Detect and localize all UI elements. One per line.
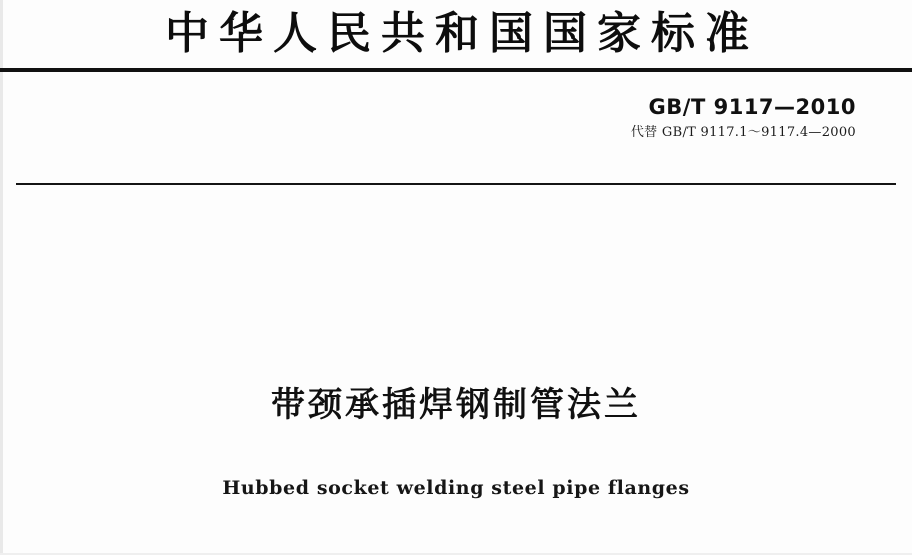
header-divider (16, 183, 896, 185)
banner-title: 中华人民共和国国家标准 (165, 8, 759, 59)
page-edge-left (0, 0, 3, 555)
document-title-chinese: 带颈承插焊钢制管法兰 (271, 385, 641, 425)
national-standard-banner (0, 0, 912, 72)
document-title-english: Hubbed socket welding steel pipe flanges (222, 477, 690, 499)
standard-replaces-note: 代替 GB/T 9117.1～9117.4—2000 (630, 125, 856, 141)
standard-number-block (631, 95, 856, 141)
standard-number: GB/T 9117—2010 (648, 95, 856, 119)
